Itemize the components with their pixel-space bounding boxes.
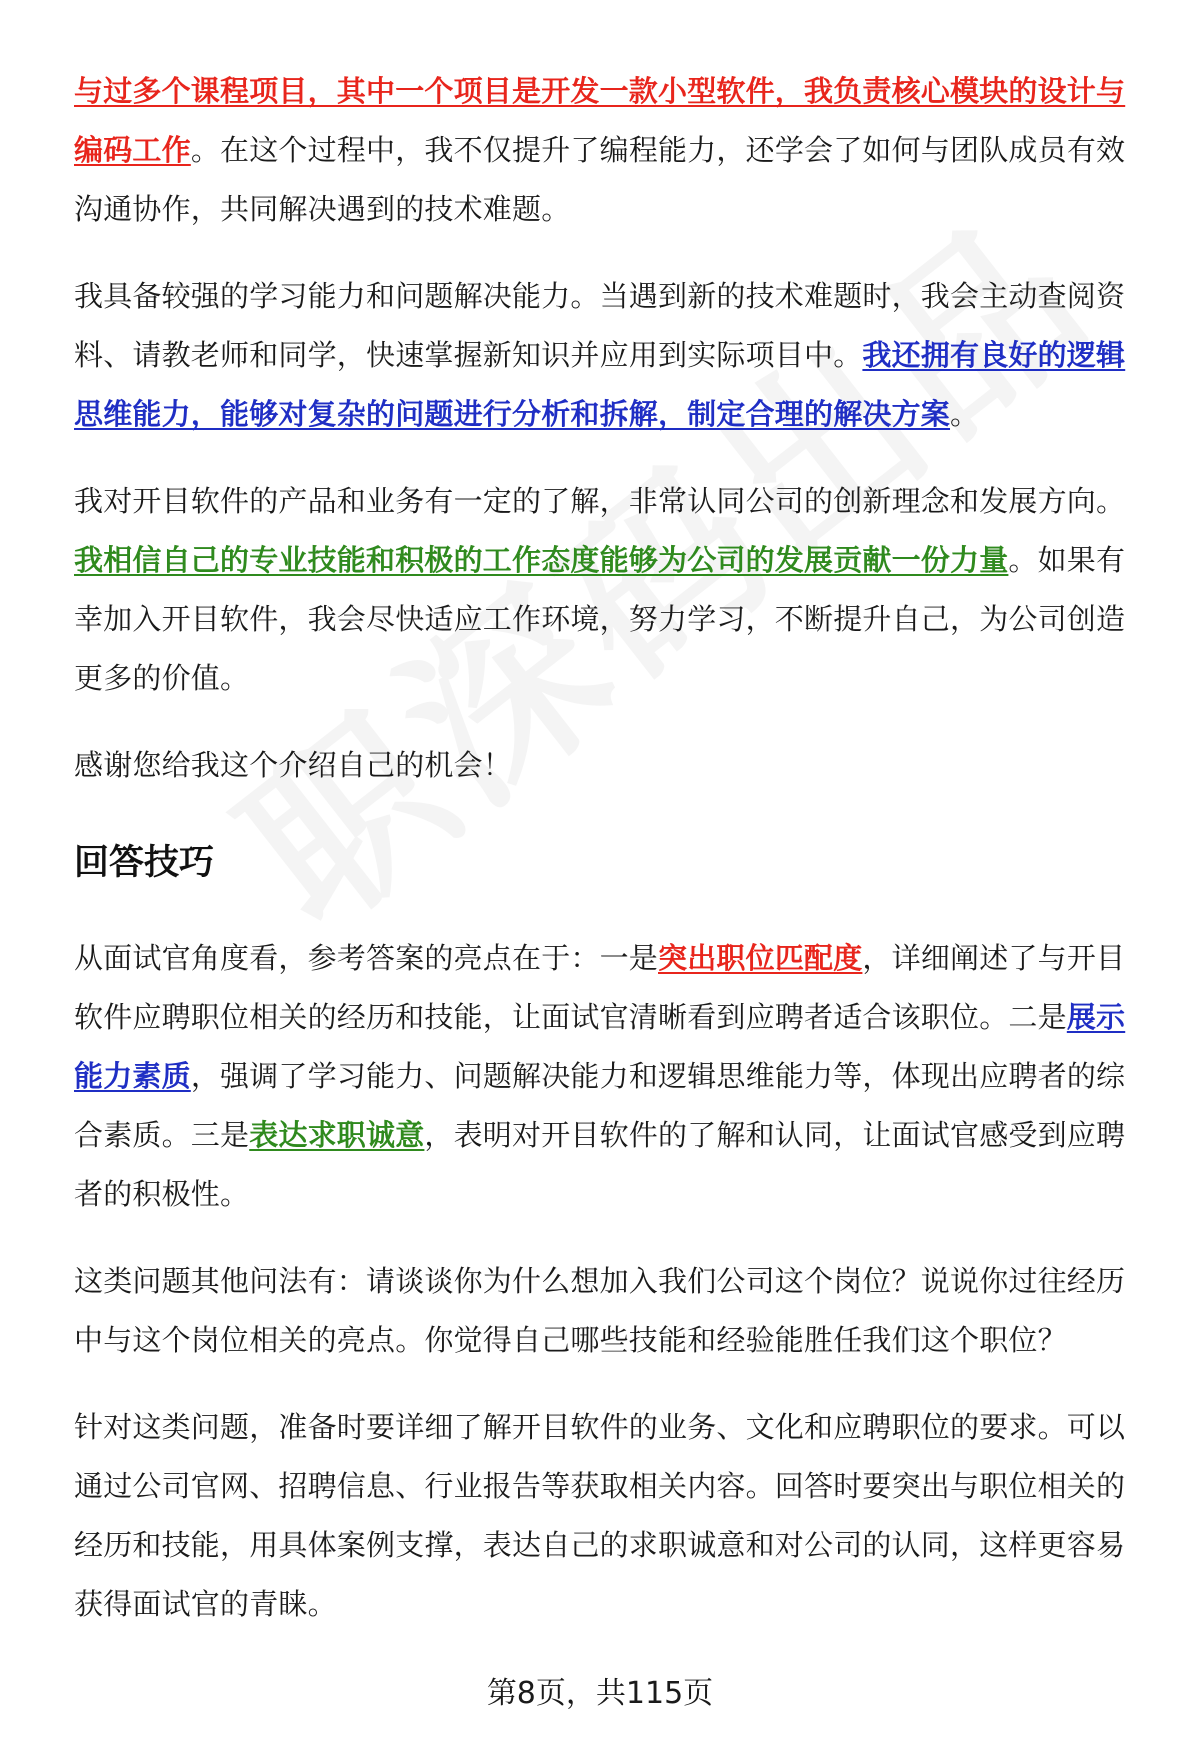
text-segment: ，详细阐述了与开目软件应聘职位相关的经历和技能，让面试官清晰看到应聘者适合该职位。二是	[74, 941, 1126, 1034]
answer-section	[74, 62, 1146, 795]
paragraph	[74, 267, 1146, 444]
highlight-blue-text: 我还拥有良好的逻辑思维能力，能够对复杂的问题进行分析和拆解，制定合理的解决方案	[74, 338, 1126, 431]
paragraph	[74, 62, 1146, 239]
highlight-green-text: 表达求职诚意	[249, 1118, 425, 1152]
paragraph	[74, 736, 1146, 795]
paragraph	[74, 472, 1146, 708]
text-segment: ，强调了学习能力、问题解决能力和逻辑思维能力等，体现出应聘者的综合素质。三是	[74, 1059, 1126, 1152]
highlight-red-text: 与过多个课程项目，其中一个项目是开发一款小型软件，我负责核心模块的设计与编码工作	[74, 74, 1126, 167]
tips-section	[74, 929, 1146, 1634]
highlight-blue-text: 展示能力素质	[74, 1000, 1126, 1093]
text-segment: 。如果有幸加入开目软件，我会尽快适应工作环境，努力学习，不断提升自己，为公司创造更多的价值。	[74, 543, 1126, 695]
text-segment: ，表明对开目软件的了解和认同，让面试官感受到应聘者的积极性。	[74, 1118, 1126, 1211]
document-page	[74, 62, 1146, 1662]
text-segment: 从面试官角度看，参考答案的亮点在于：一是	[74, 941, 659, 975]
paragraph	[74, 1398, 1146, 1634]
text-segment: 针对这类问题，准备时要详细了解开目软件的业务、文化和应聘职位的要求。可以通过公司官网、招聘信息、行业报告等获取相关内容。回答时要突出与职位相关的经历和技能，用具体案例支撑，表达自己的求职诚意和对公司的认同，这样更容易获得面试官的青睐。	[74, 1410, 1126, 1621]
paragraph	[74, 929, 1146, 1224]
section-heading: 回答技巧	[74, 843, 215, 883]
text-segment: 。在这个过程中，我不仅提升了编程能力，还学会了如何与团队成员有效沟通协作，共同解决遇到的技术难题。	[74, 133, 1126, 226]
paragraph	[74, 1252, 1146, 1370]
text-segment: 我对开目软件的产品和业务有一定的了解，非常认同公司的创新理念和发展方向。	[74, 484, 1126, 518]
text-segment: 我具备较强的学习能力和问题解决能力。当遇到新的技术难题时，我会主动查阅资料、请教老师和同学，快速掌握新知识并应用到实际项目中。	[74, 279, 1126, 372]
text-segment: 这类问题其他问法有：请谈谈你为什么想加入我们公司这个岗位？说说你过往经历中与这个岗位相关的亮点。你觉得自己哪些技能和经验能胜任我们这个职位？	[74, 1264, 1126, 1357]
text-segment: 。	[950, 397, 980, 431]
text-segment: 感谢您给我这个介绍自己的机会！	[74, 748, 513, 782]
highlight-red-text: 突出职位匹配度	[658, 941, 863, 975]
page-footer: 第8页，共115页	[486, 1676, 714, 1711]
highlight-green-text: 我相信自己的专业技能和积极的工作态度能够为公司的发展贡献一份力量	[74, 543, 1009, 577]
